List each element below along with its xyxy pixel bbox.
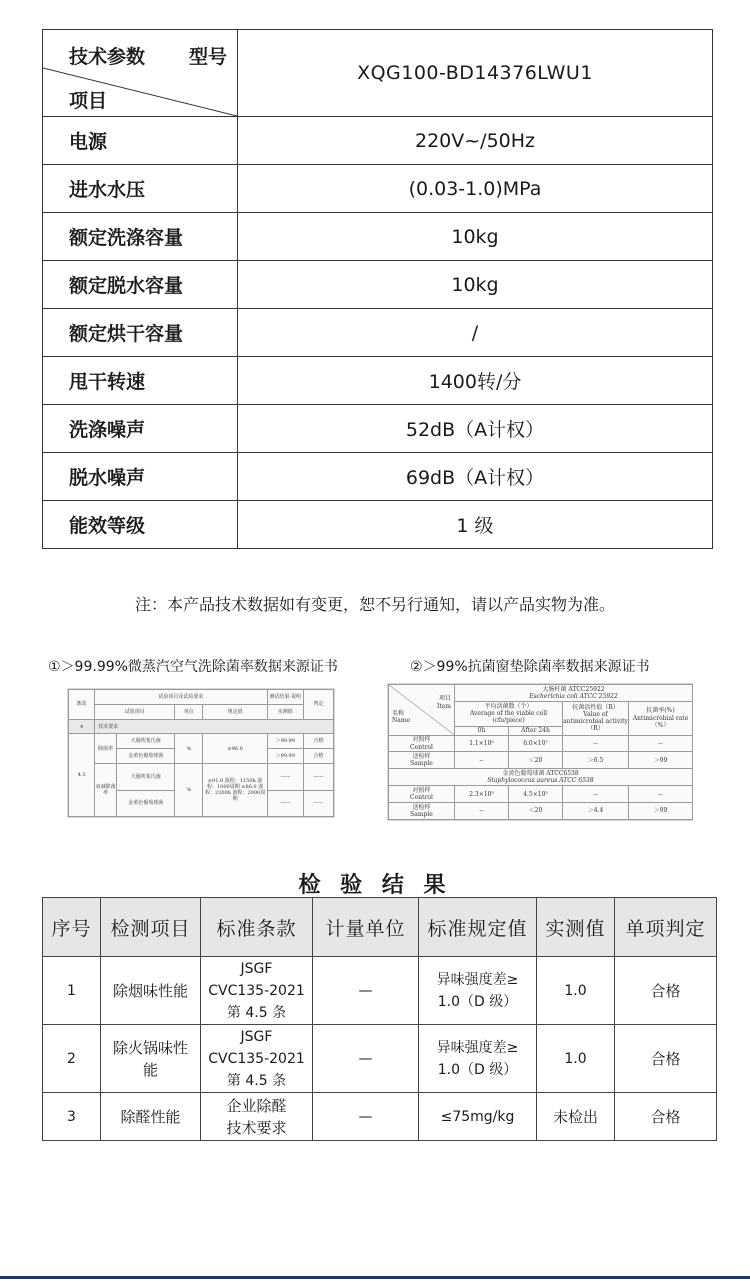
disclaimer-note: 注：本产品技术数据如有变更，恕不另行通知，请以产品实物为准。: [134, 595, 615, 614]
header-model-label: 型号: [188, 46, 227, 68]
cert1-value: ＞99.99: [267, 734, 303, 749]
row-measured: 1.0: [537, 1025, 615, 1093]
cert2-cell: --: [629, 786, 693, 803]
cert2-control-en: Control: [410, 743, 433, 751]
cert2-cell: ＞6.5: [563, 752, 629, 769]
cert1-org: 金黄色葡萄球菌: [117, 790, 175, 816]
row-no: 2: [43, 1025, 101, 1093]
cert2-cell: ＞4.4: [563, 803, 629, 820]
cert2-corner-name: 名称: [392, 709, 405, 717]
row-item: 除烟味性能: [101, 957, 201, 1025]
spec-label: 额定洗涤容量: [43, 213, 238, 261]
col-header: 标准条款: [201, 898, 313, 957]
cert2-sample: 送检样: [412, 803, 431, 811]
spec-value: 10kg: [238, 213, 713, 261]
col-header: 实测值: [537, 898, 615, 957]
col-header: 单项判定: [615, 898, 717, 957]
cert1-dash: ——: [303, 790, 333, 816]
cert2-t0: 0h: [455, 726, 509, 735]
cert2-cell: --: [563, 786, 629, 803]
spec-row: [43, 405, 713, 453]
spec-label: 甩干转速: [43, 357, 238, 405]
spec-row: [43, 357, 713, 405]
spec-label: 进水水压: [43, 165, 238, 213]
cert2-corner-item: 项目: [438, 695, 451, 703]
cert2-image: [387, 683, 693, 821]
cert2-cell: ＜20: [509, 803, 563, 820]
results-header-row: [43, 898, 717, 957]
cert2-bac1-latin: Escherichia coli ATCC 25922: [529, 692, 618, 700]
col-header: 标准规定值: [419, 898, 537, 957]
cert2-cell: 1.1×10⁵: [455, 735, 509, 752]
spec-label: 电源: [43, 117, 238, 165]
table-row: [43, 957, 717, 1025]
cert1-org: 金黄色葡萄球菌: [117, 749, 175, 764]
cert1-h-spec: 规定值: [203, 704, 267, 719]
row-spec: ≤75mg/kg: [419, 1093, 537, 1141]
cert2-cell: 6.0×10⁷: [509, 735, 563, 752]
cert1-org: 大肠埃希氏菌: [117, 764, 175, 790]
cert2-cell: ＜20: [509, 752, 563, 769]
cert1-dash: ——: [303, 764, 333, 790]
cert2-caption: ②＞99%抗菌窗垫除菌率数据来源证书: [410, 659, 650, 675]
row-std: 第 4.5 条: [226, 1004, 287, 1021]
cert2-cell: --: [563, 735, 629, 752]
cert2-cell: 4.5×10⁵: [509, 786, 563, 803]
cert1-h-clause: 条款: [69, 690, 95, 720]
cert1-value: ＞99.99: [267, 749, 303, 764]
table-row: [43, 1025, 717, 1093]
cert2-control: 对照样: [412, 736, 431, 744]
spec-value: 220V~/50Hz: [238, 117, 713, 165]
header-param: 技术参数: [69, 46, 146, 68]
row-no: 3: [43, 1093, 101, 1141]
cert1-pass: 合格: [303, 749, 333, 764]
row-spec: 异味强度差≥: [436, 1039, 519, 1056]
spec-value: 52dB（A计权）: [238, 405, 713, 453]
cert1-req1: ≥96.0: [203, 734, 267, 764]
cert1-h-item: 试验项目: [95, 704, 175, 719]
cert2-corner: [389, 685, 455, 736]
row-item: 除醛性能: [101, 1093, 201, 1141]
row-std: 第 4.5 条: [226, 1072, 287, 1089]
row-item: 除火锅味性: [112, 1038, 188, 1057]
table-row: [43, 1093, 717, 1141]
cert2-corner-item-en: Item: [436, 702, 451, 710]
spec-header-cell: [43, 30, 238, 117]
col-header: 序号: [43, 898, 101, 957]
row-std: 企业除醛: [226, 1096, 287, 1115]
spec-row: [43, 165, 713, 213]
row-no: 1: [43, 957, 101, 1025]
cert1-h-result: 测试结果-说明: [267, 690, 303, 705]
cert1-req2: ≥91.0 波程：1150h 波程：1000周期 ≥86.0 波程：2300h 波程：2000周期: [203, 764, 267, 817]
cert2-cell: --: [455, 803, 509, 820]
spec-table: [42, 29, 713, 549]
cert2-cell: ＞99: [629, 752, 693, 769]
results-title: 检 验 结 果: [298, 872, 452, 898]
spec-row: [43, 117, 713, 165]
cert2-rate-en: Antimicrobial rate（%）: [632, 714, 689, 729]
cert1-h-test: 试验项目及试验要求: [95, 690, 268, 705]
row-unit: —: [313, 957, 419, 1025]
cert1-caption: ①＞99.99%微蒸汽空气洗除菌率数据来源证书: [48, 659, 338, 675]
spec-label: 额定脱水容量: [43, 261, 238, 309]
spec-label: 额定烘干容量: [43, 309, 238, 357]
cert2-rate: 抗菌率(%): [646, 707, 675, 715]
row-spec: 1.0（D 级）: [437, 1061, 518, 1078]
row-verdict: 合格: [615, 1093, 717, 1141]
cert2-sample-en: Sample: [410, 760, 433, 768]
cert1-sec-num: 4: [69, 719, 95, 734]
cert1-dash: ——: [267, 790, 303, 816]
row-measured: 1.0: [537, 957, 615, 1025]
cert1-sec-name: 技术要求: [95, 719, 334, 734]
row-item: 能: [142, 1060, 158, 1079]
cert2-cell: 2.3×10⁵: [455, 786, 509, 803]
spec-value: /: [238, 309, 713, 357]
row-std: 技术要求: [226, 1118, 287, 1137]
row-std: JSGF: [240, 960, 273, 977]
cert2-bac2-latin: Staphylococcus aureus ATCC 6538: [487, 777, 594, 785]
cert1-group1: 除菌率: [95, 734, 117, 764]
cert2-sample-en: Sample: [410, 811, 433, 819]
spec-label: 洗涤噪声: [43, 405, 238, 453]
cert1-org: 大肠埃希氏菌: [117, 734, 175, 749]
spec-value: (0.03-1.0)MPa: [238, 165, 713, 213]
spec-value: 69dB（A计权）: [238, 453, 713, 501]
row-spec: 异味强度差≥: [436, 971, 519, 988]
cert2-avg: 平均活菌数（个）: [484, 702, 533, 710]
row-verdict: 合格: [615, 957, 717, 1025]
cert2-activity-en: Value of antimicrobial activity（R）: [563, 711, 628, 733]
row-verdict: 合格: [615, 1025, 717, 1093]
spec-value: 1400转/分: [238, 357, 713, 405]
cert2-corner-name-en: Name: [392, 716, 411, 724]
spec-value: 10kg: [238, 261, 713, 309]
spec-row: [43, 213, 713, 261]
cert1-h-measured: 实测值: [267, 704, 303, 719]
col-header: 计量单位: [313, 898, 419, 957]
cert2-activity: 抗菌活性值（R）: [572, 703, 619, 711]
cert2-cell: --: [455, 752, 509, 769]
row-spec: 1.0（D 级）: [437, 993, 518, 1010]
results-table: [42, 897, 717, 1141]
cert1-h-verdict: 判定: [303, 690, 333, 720]
row-std: CVC135-2021: [208, 982, 305, 999]
spec-row: [43, 453, 713, 501]
row-measured: 未检出: [537, 1093, 615, 1141]
spec-row: [43, 309, 713, 357]
row-std: CVC135-2021: [208, 1050, 305, 1067]
spec-label: 脱水噪声: [43, 453, 238, 501]
cert2-diagonal: [389, 685, 454, 735]
cert2-t24: After 24h: [509, 726, 563, 735]
cert2-control-en: Control: [410, 794, 433, 802]
row-unit: —: [313, 1093, 419, 1141]
spec-row: [43, 501, 713, 549]
cert1-pass: 合格: [303, 734, 333, 749]
col-header: 检测项目: [101, 898, 201, 957]
cert2-sample: 送检样: [412, 753, 431, 761]
cert2-avg-en: Average of the viable cell (cfu/piece): [469, 710, 548, 725]
cert1-dash: ——: [267, 764, 303, 790]
header-item: 项目: [69, 90, 108, 112]
cert1-clause: 4.3: [69, 734, 95, 817]
cert2-cell: --: [629, 735, 693, 752]
row-unit: —: [313, 1025, 419, 1093]
spec-label: 能效等级: [43, 501, 238, 549]
cert2-bac2-title: 金黄色葡萄球菌 ATCC6538: [502, 770, 579, 778]
cert1-h-unit: 单位: [175, 704, 203, 719]
model-number: XQG100-BD14376LWU1: [238, 30, 713, 117]
cert1-unit: %: [175, 764, 203, 817]
cert2-bac1-title: 大肠杆菌 ATCC25922: [542, 685, 605, 693]
cert1-unit: %: [175, 734, 203, 764]
spec-row: [43, 261, 713, 309]
cert1-image: [67, 688, 335, 818]
cert1-group2: 衰减除菌率: [95, 764, 117, 817]
cert2-control: 对照样: [412, 786, 431, 794]
spec-value: 1 级: [238, 501, 713, 549]
cert2-cell: ＞99: [629, 803, 693, 820]
row-std: JSGF: [240, 1028, 273, 1045]
